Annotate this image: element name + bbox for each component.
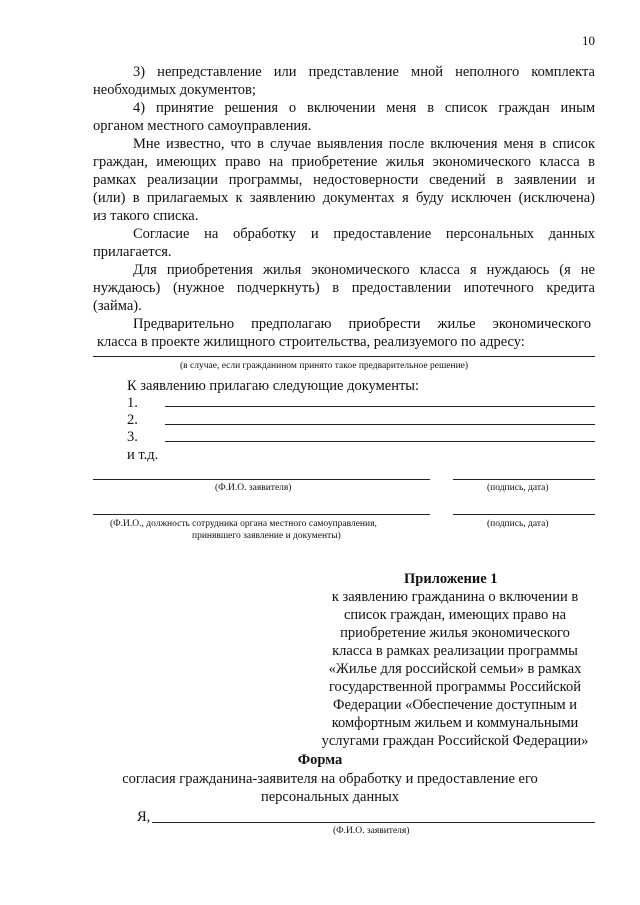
appendix-line: услугами граждан Российской Федерации» — [321, 733, 589, 749]
appendix-line: класса в рамках реализации программы — [332, 643, 578, 659]
appendix-text-block — [310, 588, 600, 750]
item-4-line-2: органом местного самоуправления. — [93, 118, 312, 134]
document-item-3-line[interactable] — [165, 441, 595, 442]
consent-line-2: прилагается. — [93, 244, 172, 260]
awareness-line-3: рамках реализации программы, недостоверности сведений в заявлении и — [93, 172, 595, 188]
appendix-line: государственной программы Российской — [328, 679, 582, 695]
form-subtitle-line-2: персональных данных — [260, 789, 399, 805]
ya-label: Я, — [137, 809, 151, 825]
item-3-line-2: необходимых документов; — [93, 82, 256, 98]
awareness-line-5: из такого списка. — [93, 208, 199, 224]
appendix-line: Федерации «Обеспечение доступным и — [332, 697, 578, 713]
awareness-line-2: граждан, имеющих право на приобретение жилья экономического класса в — [93, 154, 595, 170]
applicant-name-caption: (Ф.И.О. заявителя) — [215, 483, 292, 493]
official-caption-line-1: (Ф.И.О., должность сотрудника органа местного самоуправления, — [110, 519, 377, 529]
appendix-line: приобретение жилья экономического — [340, 625, 570, 641]
address-caption: (в случае, если гражданином принято такое предварительное решение) — [180, 361, 469, 371]
ya-caption: (Ф.И.О. заявителя) — [333, 826, 410, 836]
appendix-line: комфортным жильем и коммунальными — [331, 715, 579, 731]
applicant-name-line[interactable] — [93, 479, 430, 480]
official-caption-line-2: принявшего заявление и документы) — [192, 531, 341, 541]
document-item-2-number: 2. — [127, 412, 138, 428]
appendix-line: к заявлению гражданина о включении в — [331, 589, 579, 605]
appendix-title: Приложение 1 — [404, 571, 498, 587]
awareness-line-1: Мне известно, что в случае выявления после включения меня в список — [133, 136, 595, 152]
awareness-line-4: (или) в прилагаемых к заявлению документах я буду исключен (исключена) — [93, 190, 595, 206]
ya-name-line[interactable] — [152, 822, 595, 823]
document-item-1-line[interactable] — [165, 406, 595, 407]
form-subtitle-line-1: согласия гражданина-заявителя на обработку и предоставление его — [122, 771, 538, 787]
mortgage-line-1: Для приобретения жилья экономического класса я нуждаюсь (я не — [133, 262, 595, 278]
mortgage-line-2: нуждаюсь) (нужное подчеркнуть) в предоставлении ипотечного кредита — [93, 280, 595, 296]
page-number: 10 — [582, 33, 595, 48]
official-name-line[interactable] — [93, 514, 430, 515]
item-4-line-1: 4) принятие решения о включении меня в список граждан иным — [133, 100, 595, 116]
address-intro-line-2: класса в проекте жилищного строительства, реализуемого по адресу: — [97, 334, 525, 350]
address-input-line[interactable] — [93, 356, 595, 357]
form-title: Форма — [297, 752, 343, 768]
documents-heading: К заявлению прилагаю следующие документы: — [127, 378, 420, 394]
document-item-2-line[interactable] — [165, 424, 595, 425]
document-item-1-number: 1. — [127, 395, 138, 411]
applicant-signature-caption: (подпись, дата) — [487, 483, 549, 493]
applicant-signature-line[interactable] — [453, 479, 595, 480]
item-3-line-1: 3) непредставление или представление мной неполного комплекта — [133, 64, 595, 80]
document-etc: и т.д. — [127, 447, 159, 463]
appendix-line: список граждан, имеющих право на — [343, 607, 567, 623]
document-item-3-number: 3. — [127, 429, 138, 445]
official-signature-caption: (подпись, дата) — [487, 519, 549, 529]
appendix-line: «Жилье для российской семьи» в рамках — [328, 661, 582, 677]
mortgage-line-3: (займа). — [93, 298, 142, 314]
official-signature-line[interactable] — [453, 514, 595, 515]
consent-line-1: Согласие на обработку и предоставление персональных данных — [133, 226, 595, 242]
address-intro-line-1: Предварительно предполагаю приобрести жилье экономического — [133, 316, 591, 332]
